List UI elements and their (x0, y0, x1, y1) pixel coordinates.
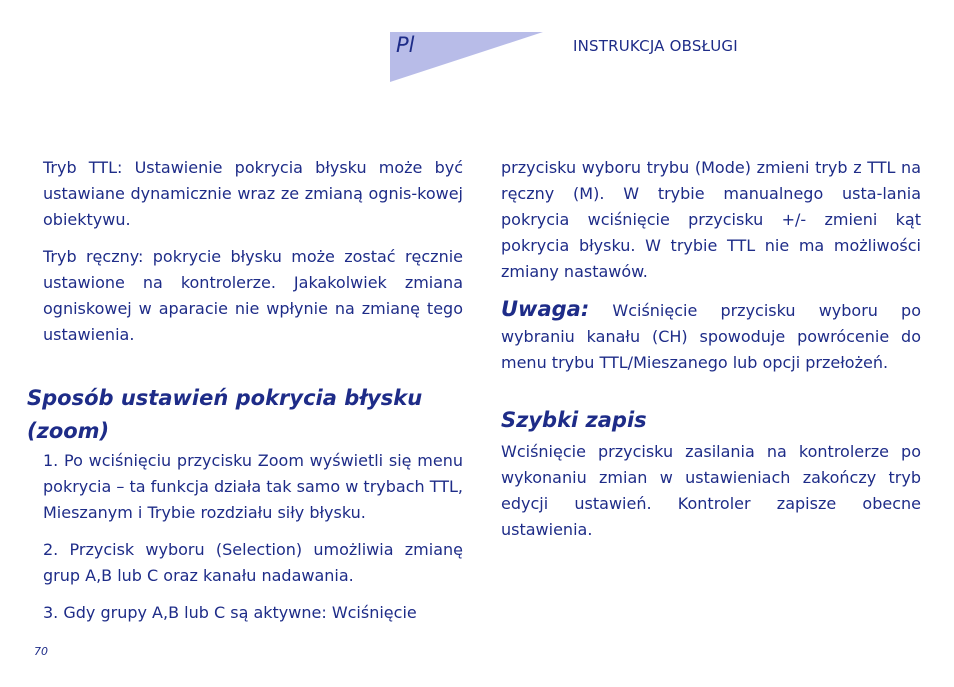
note-text: Wciśnięcie przycisku wyboru po wybraniu kanału (CH) spowoduje powrócenie do menu trybu TTL/Mieszanego lub opcji przełożeń. (501, 301, 921, 372)
section-heading-zoom: Sposób ustawień pokrycia błysku (zoom) (27, 386, 423, 443)
paragraph-mode-continued: przycisku wyboru trybu (Mode) zmieni tryb z TTL na ręczny (M). W trybie manualnego usta-lania pokrycia wciśnięcie przycisku +/- zmieni kąt pokrycia błysku. W trybie TTL nie ma możliwości zmiany nastawów. (501, 158, 921, 281)
left-column (27, 155, 463, 637)
note-paragraph (501, 296, 921, 376)
step-1: 1. Po wciśnięciu przycisku Zoom wyświetli się menu pokrycia – ta funkcja działa tak samo w trybach TTL, Mieszanym i Trybie rozdziału siły błysku. (43, 451, 463, 522)
step-3: 3. Gdy grupy A,B lub C są aktywne: Wciśnięcie (43, 603, 417, 622)
step-2: 2. Przycisk wyboru (Selection) umożliwia zmianę grup A,B lub C oraz kanału nadawania. (43, 540, 463, 585)
paragraph-ttl-mode: Tryb TTL: Ustawienie pokrycia błysku może być ustawiane dynamicznie wraz ze zmianą ognis-kowej obiektywu. (43, 158, 463, 229)
document-title: INSTRUKCJA OBSŁUGI (573, 37, 738, 55)
page-number: 70 (34, 645, 48, 658)
paragraph-quick-save: Wciśnięcie przycisku zasilania na kontrolerze po wykonaniu zmian w ustawieniach zakończy tryb edycji ustawień. Kontroler zapisze obecne ustawienia. (501, 442, 921, 539)
language-label: Pl (396, 33, 415, 57)
right-column (501, 155, 921, 554)
paragraph-manual-mode: Tryb ręczny: pokrycie błysku może zostać ręcznie ustawione na kontrolerze. Jakakolwiek zmiana ogniskowej w aparacie nie wpłynie na zmianę tego ustawienia. (43, 247, 463, 344)
section-heading-quick-save: Szybki zapis (501, 408, 647, 432)
note-label: Uwaga: (501, 297, 590, 321)
